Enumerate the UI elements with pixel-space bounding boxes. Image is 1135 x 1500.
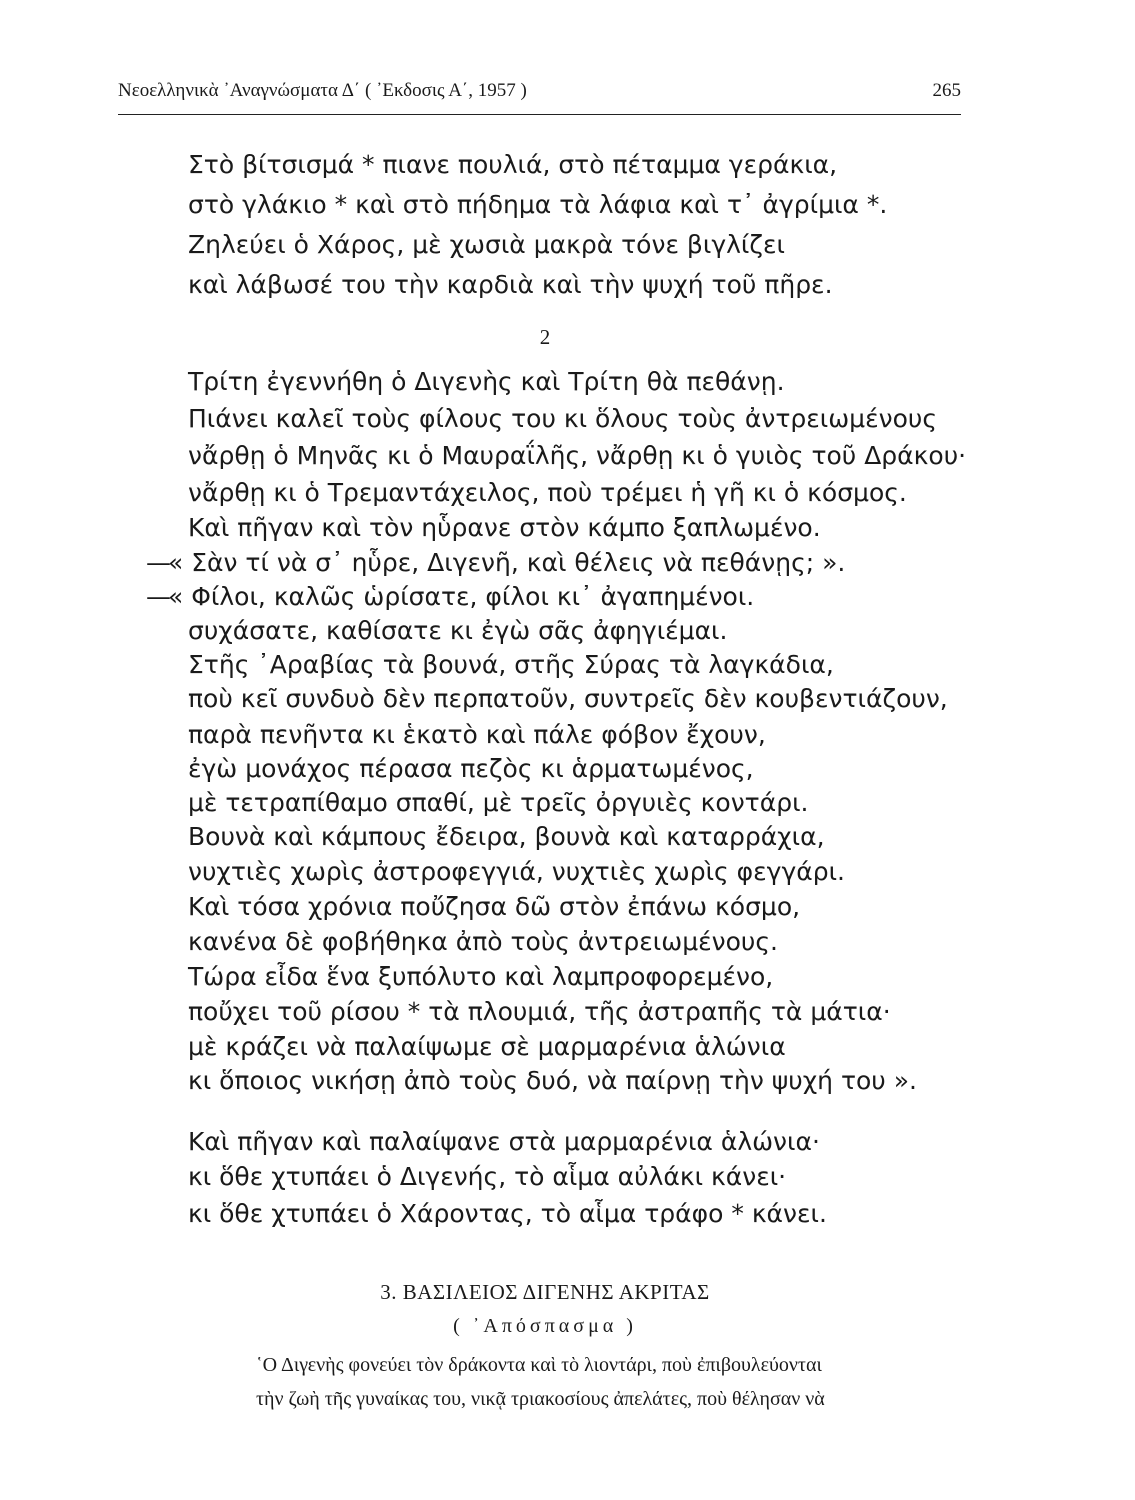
verse-line: κι ὅθε χτυπάει ὁ Χάροντας, τὸ αἷμα τράφο * κάνει. bbox=[188, 1199, 827, 1228]
section-title: 3. ΒΑΣΙΛΕΙΟΣ ΔΙΓΕΝΗΣ ΑΚΡΙΤΑΣ bbox=[380, 1280, 710, 1304]
verse-line: Τώρα εἶδα ἕνα ξυπόλυτο καὶ λαμπροφορεμένο, bbox=[188, 962, 774, 991]
verse-line: κι ὅποιος νικήσῃ ἀπὸ τοὺς δυό, νὰ παίρνῃ τὴν ψυχή του ». bbox=[188, 1066, 917, 1095]
verse-line: νἄρθῃ κι ὁ Τρεμαντάχειλος, ποὺ τρέμει ἡ γῆ κι ὁ κόσμος. bbox=[188, 478, 907, 507]
section-subtitle: ( ᾿Απόσπασμα ) bbox=[453, 1315, 637, 1337]
verse-line: καὶ λάβωσέ του τὴν καρδιὰ καὶ τὴν ψυχή τοῦ πῆρε. bbox=[188, 270, 833, 299]
verse-line: Πιάνει καλεῖ τοὺς φίλους του κι ὅλους τοὺς ἀντρειωμένους bbox=[188, 404, 937, 433]
section-number: 2 bbox=[539, 325, 551, 349]
verse-line: ποὔχει τοῦ ρίσου * τὰ πλουμιά, τῆς ἀστραπῆς τὰ μάτια· bbox=[188, 997, 891, 1026]
verse-line: κι ὅθε χτυπάει ὁ Διγενής, τὸ αἷμα αὐλάκι κάνει· bbox=[188, 1162, 787, 1191]
verse-line: Καὶ πῆγαν καὶ παλαίψανε στὰ μαρμαρένια ἁλώνια· bbox=[188, 1127, 820, 1156]
verse-line: Τρίτη ἐγεννήθη ὁ Διγενὴς καὶ Τρίτη θὰ πεθάνῃ. bbox=[188, 367, 785, 396]
verse-line: Στὸ βίτσισμά * πιανε πουλιά, στὸ πέταμμα γεράκια, bbox=[188, 150, 838, 179]
verse-line: παρὰ πενῆντα κι ἑκατὸ καὶ πάλε φόβον ἔχουν, bbox=[188, 720, 766, 749]
dialogue-dash: — bbox=[146, 548, 171, 577]
verse-line: νἄρθῃ ὁ Μηνᾶς κι ὁ Μαυραΐλῆς, νἄρθῃ κι ὁ γυιὸς τοῦ Δράκου· bbox=[188, 441, 967, 470]
dialogue-line: « Φίλοι, καλῶς ὡρίσατε, φίλοι κι᾿ ἀγαπημένοι. bbox=[168, 582, 755, 611]
verse-line: ἐγὼ μονάχος πέρασα πεζὸς κι ἁρματωμένος, bbox=[188, 754, 754, 783]
summary-line: ῾Ο Διγενὴς φονεύει τὸν δράκοντα καὶ τὸ λιοντάρι, ποὺ ἐπιβουλεύονται bbox=[256, 1354, 822, 1376]
verse-line: νυχτιὲς χωρὶς ἀστροφεγγιά, νυχτιὲς χωρὶς φεγγάρι. bbox=[188, 857, 845, 886]
verse-line: Βουνὰ καὶ κάμπους ἔδειρα, βουνὰ καὶ καταρράχια, bbox=[188, 822, 825, 851]
dialogue-dash: — bbox=[146, 582, 171, 611]
verse-line: συχάσατε, καθίσατε κι ἐγὼ σᾶς ἀφηγιέμαι. bbox=[188, 616, 728, 645]
book-title: Νεοελληνικὰ ᾿Αναγνώσματα Δ΄ ( ᾿Εκδοσις Α΄, 1957 ) bbox=[118, 80, 527, 101]
verse-line: μὲ κράζει νὰ παλαίψωμε σὲ μαρμαρένια ἁλώνια bbox=[188, 1032, 786, 1061]
summary-line: τὴν ζωὴ τῆς γυναίκας του, νικᾷ τριακοσίους ἀπελάτες, ποὺ θέλησαν νὰ bbox=[256, 1388, 825, 1410]
verse-line: κανένα δὲ φοβήθηκα ἀπὸ τοὺς ἀντρειωμένους. bbox=[188, 927, 778, 956]
header-rule bbox=[118, 114, 961, 115]
dialogue-line: « Σὰν τί νὰ σ᾿ ηὗρε, Διγενῆ, καὶ θέλεις νὰ πεθάνῃς; ». bbox=[168, 548, 846, 577]
verse-line: Καὶ πῆγαν καὶ τὸν ηὗρανε στὸν κάμπο ξαπλωμένο. bbox=[188, 513, 821, 542]
page-number: 265 bbox=[932, 80, 961, 101]
verse-line: μὲ τετραπίθαμο σπαθί, μὲ τρεῖς ὀργυιὲς κοντάρι. bbox=[188, 788, 809, 817]
verse-line: Ζηλεύει ὁ Χάρος, μὲ χωσιὰ μακρὰ τόνε βιγλίζει bbox=[188, 230, 785, 259]
verse-line: στὸ γλάκιο * καὶ στὸ πήδημα τὰ λάφια καὶ τ᾿ ἀγρίμια *. bbox=[188, 190, 888, 219]
running-header bbox=[118, 80, 961, 110]
verse-line: Στῆς ᾿Αραβίας τὰ βουνά, στῆς Σύρας τὰ λαγκάδια, bbox=[188, 650, 834, 679]
verse-line: ποὺ κεῖ συνδυὸ δὲν περπατοῦν, συντρεῖς δὲν κουβεντιάζουν, bbox=[188, 684, 948, 713]
verse-line: Καὶ τόσα χρόνια ποὔζησα δῶ στὸν ἐπάνω κόσμο, bbox=[188, 892, 801, 921]
